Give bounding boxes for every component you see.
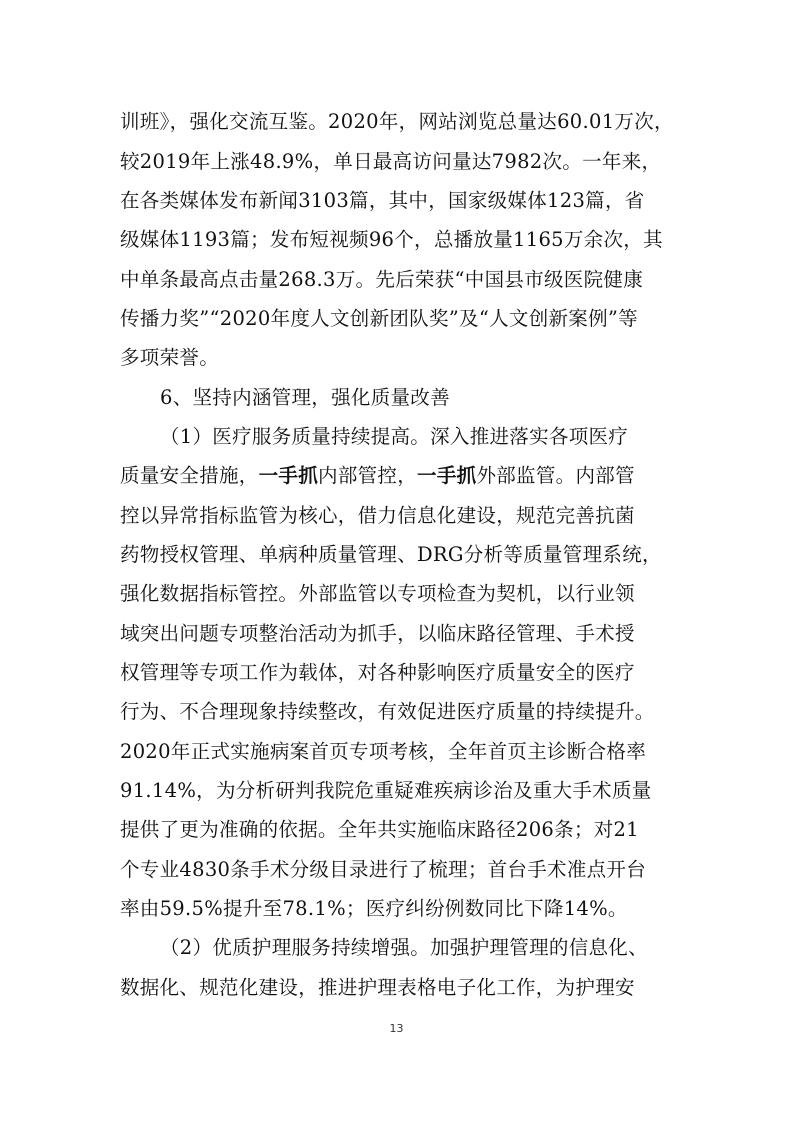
text-line: 权管理等专项工作为载体，对各种影响医疗质量安全的医疗: [120, 661, 635, 684]
text-segment: 质量安全措施，: [120, 464, 259, 487]
text-line: 药物授权管理、单病种质量管理、DRG分析等质量管理系统，: [120, 543, 662, 566]
text-line: 较2019年上涨48.9%，单日最高访问量达7982次。一年来，: [120, 150, 662, 173]
text-line: [120, 466, 700, 486]
subsection-heading-line: （1）医疗服务质量持续提高。深入推进落实各项医疗: [160, 425, 629, 448]
text-line: 数据化、规范化建设，推进护理表格电子化工作，为护理安: [120, 976, 635, 999]
page-number: 13: [389, 1022, 404, 1035]
text-line: 率由59.5%提升至78.1%；医疗纠纷例数同比下降14%。: [120, 897, 628, 920]
text-line: 91.14%，为分析研判我院危重疑难疾病诊治及重大手术质量: [120, 779, 652, 802]
emphasis-text: 一手抓: [417, 464, 477, 487]
text-line: 个专业4830条手术分级目录进行了梳理；首台手术准点开台: [120, 858, 647, 881]
text-line: 传播力奖”“2020年度人文创新团队奖”及“人文创新案例”等: [120, 307, 638, 330]
text-line: 2020年正式实施病案首页专项考核，全年首页主诊断合格率: [120, 740, 647, 763]
text-line: 域突出问题专项整治活动为抓手，以临床路径管理、手术授: [120, 622, 635, 645]
text-line: 行为、不合理现象持续整改，有效促进医疗质量的持续提升。: [120, 700, 655, 723]
text-line: 在各类媒体发布新闻3103篇，其中，国家级媒体123篇，省: [120, 189, 645, 212]
text-line: 强化数据指标管控。外部监管以专项检查为契机，以行业领: [120, 582, 635, 605]
text-line: 中单条最高点击量268.3万。先后荣获“中国县市级医院健康: [120, 268, 643, 291]
text-segment: 内部管控，: [318, 464, 418, 487]
text-line: 多项荣誉。: [120, 346, 220, 369]
text-line: 级媒体1193篇；发布短视频96个，总播放量1165万余次，其: [120, 228, 663, 251]
text-line: 控以异常指标监管为核心，借力信息化建设，规范完善抗菌: [120, 504, 635, 527]
text-line: 训班》，强化交流互鉴。2020年，网站浏览总量达60.01万次，: [120, 110, 674, 133]
subsection-heading-line: （2）优质护理服务持续增强。加强护理管理的信息化、: [160, 936, 648, 959]
section-heading: 6、坚持内涵管理，强化质量改善: [160, 386, 450, 409]
text-segment: 外部监管。内部管: [476, 464, 635, 487]
emphasis-text: 一手抓: [258, 464, 319, 487]
text-line: 提供了更为准确的依据。全年共实施临床路径206条；对21: [120, 818, 639, 841]
